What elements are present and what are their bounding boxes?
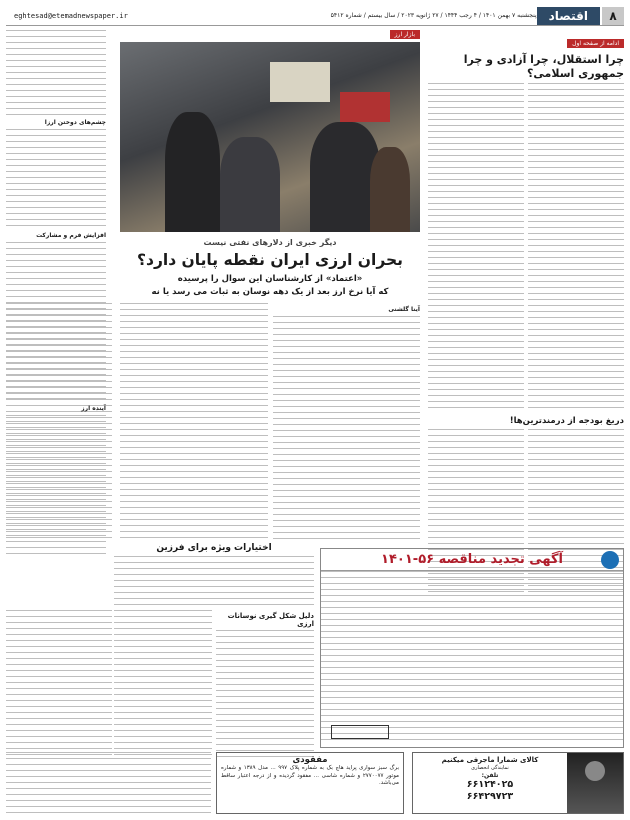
main-article-deck-2: که آیا نرخ ارز بعد از یک دهه نوسان به ثبات می رسد یا نه (151, 287, 389, 297)
right-article-headline: چرا استقلال، چرا آزادی و چرا جمهوری اسلامی؟ (463, 53, 624, 80)
company-logo-icon (601, 551, 619, 569)
lower-left-text (6, 610, 112, 755)
section-email: eghtesad@etemadnewspaper.ir (14, 11, 128, 20)
section-label: اقتصاد (537, 7, 600, 25)
tender-advertisement (320, 548, 624, 748)
issue-date: پنجشنبه ۷ بهمن ۱۴۰۱ / ۴ رجب ۱۴۴۴ / ۲۷ ژانویه ۲۰۲۳ / سال بیستم / شماره ۵۴۱۲ (330, 12, 537, 19)
page-header (6, 6, 624, 26)
tender-ad-body (321, 571, 623, 745)
lower-mid-text (114, 610, 314, 755)
main-article-tag: بازار ارز (390, 30, 420, 39)
main-article-kicker: دیگر خبری از دلارهای نفتی نیست (203, 238, 337, 247)
left-middle-column (6, 303, 112, 543)
main-article-byline: آینا گلشنی (388, 306, 420, 313)
photo-shop-sign (340, 92, 390, 122)
phone-ad-title: کالای شمارا ماجرفی میکنیم (441, 756, 539, 764)
lost-notice-text: برگ سبز سواری پراید هاچ بک به شماره پلاک ۹۹۷ ... مدل ۱۳۸۹ و شماره موتور ۲۷۷۰۰۷۷ و شماره شاسی ... مفقود گردیده و از درجه اعتبار ساقط می‌باشد. (221, 765, 399, 786)
phone-ad-label: تلفن: (481, 772, 499, 779)
left-col-subhead-1: چشم‌های دوختن ارزا (44, 119, 106, 126)
phone-ad-info (413, 753, 567, 813)
main-article-deck-1: «اعتماد» از کارشناسان این سوال را پرسیده (177, 274, 363, 284)
exchange-street-photo (120, 42, 420, 232)
right-body-col-1 (528, 83, 624, 413)
lower-mid-lines-1 (216, 630, 314, 760)
phone-number-1: ۶۶۱۲۴۰۲۵ (466, 779, 514, 790)
main-article-body (120, 303, 420, 543)
bottom-left-text (6, 752, 211, 814)
left-col-text-2 (6, 129, 106, 229)
lower-mid-col-1 (216, 610, 314, 755)
main-article-headline: بحران ارزی ایران نقطه پایان دارد؟ (137, 251, 403, 269)
main-body-col-2 (120, 303, 268, 543)
tender-ad-title: آگهی تجدید مناقصه ۵۶-۱۴۰۱ (381, 552, 563, 567)
photo-sign (270, 62, 330, 102)
lower-mid-col-2 (114, 610, 212, 755)
main-body-col-1 (273, 303, 421, 543)
lower-mid-subhead: دلیل شکل گیری نوسانات ارزی (227, 612, 314, 628)
right-body-col-2 (428, 83, 524, 413)
left-middle-lines (6, 303, 112, 543)
lost-notice (216, 752, 404, 814)
right-article-body (428, 83, 624, 413)
phone-advertisement (412, 752, 624, 814)
box-text (114, 556, 314, 606)
main-body-lines-1 (273, 316, 421, 541)
tender-ad-stamp (331, 725, 389, 739)
left-col-subhead-3: آینده ارز (81, 405, 106, 412)
left-col-subhead-2: افزایش فرم و مشارکت (36, 232, 106, 239)
right-article (428, 30, 624, 597)
photo-person (370, 147, 410, 232)
photo-person (220, 137, 280, 232)
ad-person-image (567, 753, 623, 813)
right-article-tag: ادامه از صفحه اول (567, 39, 624, 48)
tender-ad-header (321, 549, 623, 571)
box-title: اختیارات ویژه برای فرزین (156, 543, 272, 553)
left-col-text-1 (6, 30, 106, 116)
right-article-subhead: دریغ بودجه از درمندترین‌ها! (509, 416, 624, 426)
phone-ad-subtitle: نمایندگی انحصاری (471, 765, 509, 771)
phone-number-2: ۶۶۴۲۹۷۲۳ (466, 791, 514, 802)
page-number: ۸ (602, 7, 624, 25)
photo-person (165, 112, 220, 232)
lost-notice-title: مفقودی (292, 755, 328, 765)
